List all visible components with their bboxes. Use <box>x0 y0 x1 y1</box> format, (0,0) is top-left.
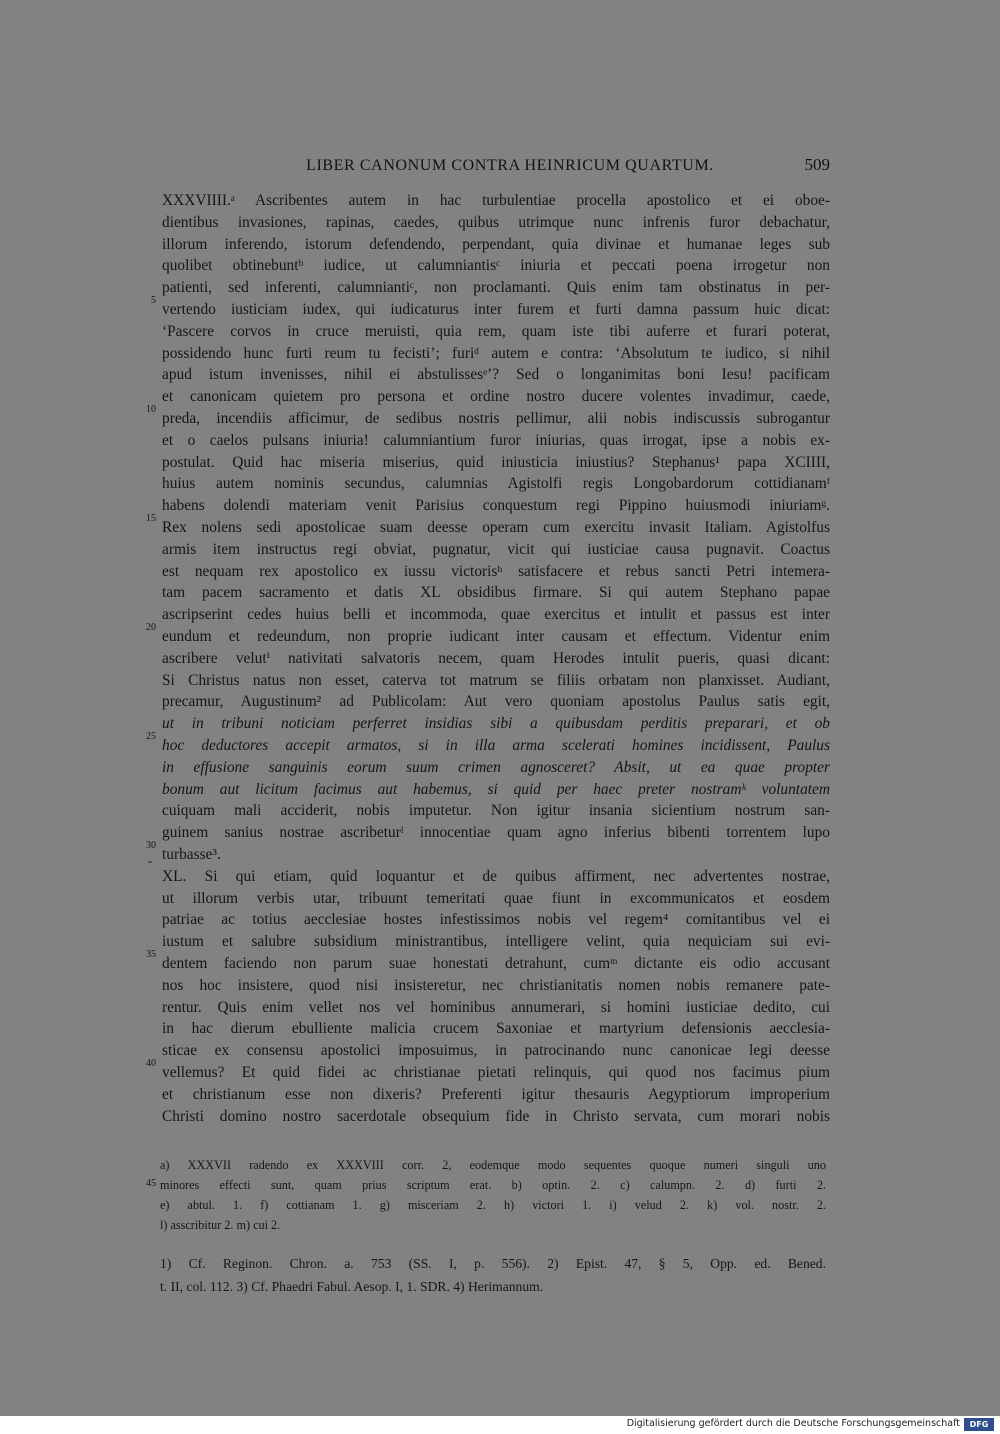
body-line: in hac dierum ebulliente malicia crucem Saxoniae et martyrium defensionis aecclesia- <box>162 1020 830 1038</box>
source-note: t. II, col. 112. 3) Cf. Phaedri Fabul. Aesop. I, 1. SDR. 4) Herimannum. <box>160 1279 544 1294</box>
body-line: in effusione sanguinis eorum suum crimen agnosceret? Absit, ut ea quae propter <box>162 758 830 776</box>
variant-note: a) XXXVII radendo ex XXXVIII corr. 2, eodemque modo sequentes quoque numeri singuli uno <box>160 1158 826 1172</box>
body-line: nos hoc insistere, quod nisi insisteretur, nec christianitatis nomen nobis remanere pate- <box>162 976 830 994</box>
body-line: habens dolendi materiam venit Parisius conquestum regi Pippino huiusmodi iniuriamᵍ. <box>162 497 830 515</box>
variant-note: e) abtul. 1. f) cottianam 1. g) misceriam 2. h) victori 1. i) velud 2. k) vol. nostr. 2. <box>160 1198 826 1212</box>
body-line: ascribere velutⁱ nativitati salvatoris necem, quam Herodes intulit pueris, quasi dicant: <box>162 649 830 667</box>
body-line: dientibus invasiones, rapinas, caedes, quibus utrimque nunc infrenis furor debachatur, <box>162 213 830 231</box>
body-line: quolibet obtinebuntᵇ iudice, ut calumniantisᶜ iniuria et peccati poena irrogetur non <box>162 257 830 275</box>
line-number: 30 <box>146 840 156 851</box>
page-number: 509 <box>804 155 830 174</box>
body-line: ‘Pascere corvos in cruce meruisti, quia rem, quam iste tibi auferre et furari poterat, <box>162 322 830 340</box>
body-line: Si Christus natus non esset, caterva tot matrum se filiis orbatam non planxisset. Audiant, <box>162 671 830 689</box>
body-line: et o caelos pulsans iniuria! calumniantium furor iniurias, quas irrogat, ipse a nobis ex- <box>162 431 830 449</box>
line-number: 5 <box>151 295 156 306</box>
body-line: dentem faciendo non parum suae honestati detrahunt, cumᵐ dictante eis odio accusant <box>162 955 830 972</box>
line-number: 40 <box>146 1058 156 1069</box>
body-line: armis item instructus regi obviat, pugnatur, vicit qui iusticiae causa pugnavit. Coactus <box>162 540 830 558</box>
body-line: guinem sanius nostrae ascribeturˡ innocentiae quam agno inferius bibenti torrentem lupo <box>162 824 830 842</box>
funding-credit: Digitalisierung gefördert durch die Deutsche Forschungsgemeinschaft <box>626 1418 960 1429</box>
body-line: Christi domino nostro sacerdotale obsequium fide in Christo servata, cum morari nobis <box>162 1107 830 1125</box>
margin-mark <box>148 861 152 863</box>
body-line: rentur. Quis enim vellet nos vel hominibus annumerari, si homini iusticiae dedito, cui <box>162 998 830 1016</box>
body-line <box>162 1127 830 1149</box>
line-number: 15 <box>146 513 156 524</box>
body-line: hoc deductores accepit armatos, si in illa arma scelerati homines incidissent, Paulus <box>162 737 830 754</box>
body-line: sticae ex consensu apostolici imposuimus, in patrocinando nunc canonicae legi deesse <box>162 1042 830 1060</box>
body-line: iustum et salubre subsidium ministrantibus, intelligere velint, quia nequiciam sui evi- <box>162 933 830 951</box>
body-line: et canonicam quietem pro persona et ordine nostro ducere volentes invadimur, caede, <box>162 388 830 406</box>
source-note: 1) Cf. Reginon. Chron. a. 753 (SS. I, p. 556). 2) Epist. 47, § 5, Opp. ed. Bened. <box>160 1256 826 1271</box>
body-line: vertendo iusticiam iudex, qui iudicaturus inter furem et furti damna passum huic dicat: <box>162 301 830 318</box>
funding-footer <box>0 1416 1000 1434</box>
line-number: 45 <box>146 1178 156 1189</box>
body-line: eundum et redeundum, non proprie iudicant inter causam et effectum. Videntur enim <box>162 628 830 645</box>
body-line: preda, incendiis afficimur, de sedibus nostris pellimur, alii nobis indiscussis subrogantur <box>162 410 830 427</box>
line-number: 25 <box>146 731 156 742</box>
body-line: patienti, sed inferenti, calumniantiᶜ, non proclamanti. Quis enim tam obstinatus in per- <box>162 279 830 297</box>
body-line: ut illorum verbis utar, tribuunt temeritati quae fiunt in excommunicatos et eosdem <box>162 889 830 907</box>
body-line: possidendo hunc furti reum tu fecisti’; furiᵈ autem e contra: ‘Absolutum te iudico, si nihil <box>162 344 830 362</box>
body-line: huius autem nominis secundus, calumnias Agistolfi regis Longobardorum cottidianamᶠ <box>162 475 830 493</box>
body-line: turbasse³. <box>162 846 221 863</box>
body-line: XXXVIIII.ᵃ Ascribentes autem in hac turbulentiae procella apostolico et ei oboe- <box>162 192 830 209</box>
body-line: bonum aut licitum facimus aut habemus, si quid per haec preter nostramᵏ voluntatem <box>162 780 830 798</box>
body-line: apud istum invenisses, nihil ei abstulissesᵉ’? Sed o longanimitas boni Iesu! pacificam <box>162 366 830 384</box>
body-line: ascripserint cedes huius belli et incommoda, quae exercitus et intulit et passus est inter <box>162 606 830 624</box>
body-line: tam pacem sacramento et datis XL obsidibus firmare. Si qui autem Stephano papae <box>162 584 830 602</box>
line-number: 10 <box>146 404 156 415</box>
line-number: 20 <box>146 622 156 633</box>
body-line: est nequam rex apostolico ex iussu victorisʰ satisfacere et rebus sancti Petri intemera- <box>162 562 830 580</box>
body-line: postulat. Quid hac miseria miserius, quid iniusticia iniustius? Stephanus¹ papa XCIIII, <box>162 453 830 471</box>
body-line: illorum inferendo, istorum defendendo, perpendant, quia divinae et humanae leges sub <box>162 235 830 253</box>
body-line: et christianum esse non dixeris? Preferenti igitur thesauris Aegyptiorum improperium <box>162 1085 830 1103</box>
variant-note: minores effecti sunt, quam prius scriptum erat. b) optin. 2. c) calumpn. 2. d) furti 2. <box>160 1178 826 1192</box>
running-title: LIBER CANONUM CONTRA HEINRICUM QUARTUM. <box>306 157 714 174</box>
body-line: vellemus? Et quid fidei ac christianae pietati relinquis, qui quod nos facimus pium <box>162 1064 830 1081</box>
body-line: Rex nolens sedi apostolicae suam deesse operam cum exercitu invasit Italiam. Agistolfus <box>162 519 830 536</box>
dfg-logo-icon: DFG <box>964 1418 994 1431</box>
variant-note: l) asscribitur 2. m) cui 2. <box>160 1218 281 1232</box>
body-line: cuiquam mali acciderit, nobis imputetur. Non igitur insania sicientium nostrum san- <box>162 802 830 820</box>
body-line: precamur, Augustinum² ad Publicolam: Aut vero quoniam apostolus Paulus satis egit, <box>162 693 830 711</box>
body-line: XL. Si qui etiam, quid loquantur et de quibus affirment, nec advertentes nostrae, <box>162 867 830 885</box>
body-line: ut in tribuni noticiam perferret insidias sibi a quibusdam perditis preparari, et ob <box>162 715 830 733</box>
line-number: 35 <box>146 949 156 960</box>
body-line: patriae ac totius aecclesiae hostes infestissimos nobis vel regem⁴ comitantibus vel ei <box>162 911 830 929</box>
